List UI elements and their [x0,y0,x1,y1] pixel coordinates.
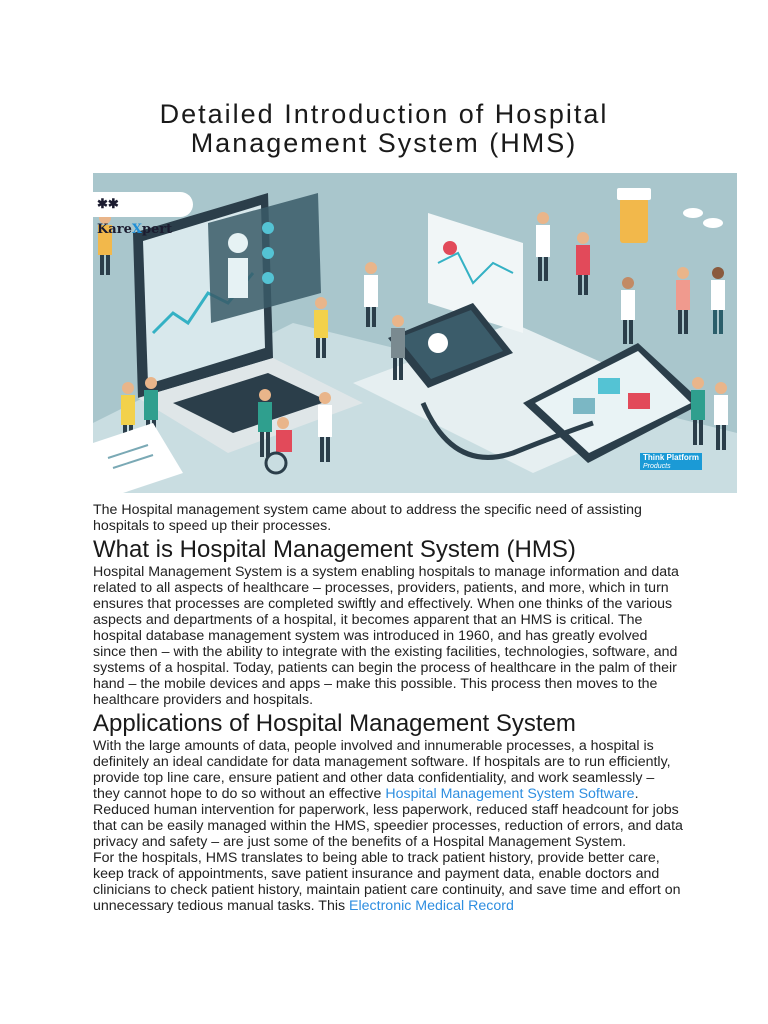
applications-paragraph-2 [93,850,683,914]
title-line-1: Detailed Introduction of Hospital [159,99,609,129]
brand-x: X [131,222,142,237]
brand-suffix: pert [141,222,173,237]
applications-paragraph-1 [93,738,683,850]
badge-line-1: Think Platform [643,453,700,462]
hms-software-link[interactable]: Hospital Management System Software [385,786,635,802]
hero-illustration [93,173,737,493]
karexpert-logo [93,192,193,237]
page-title [93,100,675,158]
brand-prefix: Kare [97,222,132,237]
think-platform-badge [640,453,702,470]
applications-p1-text-b: . Reduced human intervention for paperwork, less paperwork, reduced staff headcount for jobs that can be easily managed within the HMS, speedier processes, reduction of errors, and data privacy and safety – are just some of the benefits of a Hospital Management System. [93,786,683,850]
title-line-2: Management System (HMS) [190,128,578,158]
section-heading-applications: Applications of Hospital Management System [93,710,576,737]
applications-p1-text-a: With the large amounts of data, people involved and innumerable processes, a hospital is definitely an ideal candidate for data management software. If hospitals are to run efficiently, provide top line care, ensure patient and other data confidentiality, and work seamlessly – they cannot hope to do so without an effective [93,738,671,802]
section-heading-what-is-hms: What is Hospital Management System (HMS) [93,536,576,563]
badge-line-2: Products [643,463,671,470]
applications-p2-text-a: For the hospitals, HMS translates to being able to track patient history, provide better care, keep track of appointments, save patient insurance and payment data, enable doctors and clinicians to check patient history, maintain patient care continuity, and save time and effort on unnecessary tedious manual tasks. This [93,850,681,914]
intro-paragraph: The Hospital management system came about to address the specific need of assisting hospitals to speed up their processes. [93,502,642,534]
hospital-illustration [93,173,737,493]
emr-link[interactable]: Electronic Medical Record [349,898,514,914]
what-is-hms-paragraph: Hospital Management System is a system enabling hospitals to manage information and data related to all aspects of healthcare – processes, providers, patients, and more, which in turn ensures that processes are completed swiftly and effectively. When one thinks of the various aspects and departments of a hospital, it becomes apparent that an HMS is critical. The hospital database management system was introduced in 1960, and has greatly evolved since then – with the ability to integrate with the existing facilities, technologies, software, and systems of a hospital. Today, patients can begin the process of healthcare in the palm of their hand – the mobile devices and apps – make this possible. This process then moves to the healthcare providers and hospitals. [93,564,679,708]
article-body [93,502,683,914]
logo-mark-icon: ✱✱ [97,197,119,212]
